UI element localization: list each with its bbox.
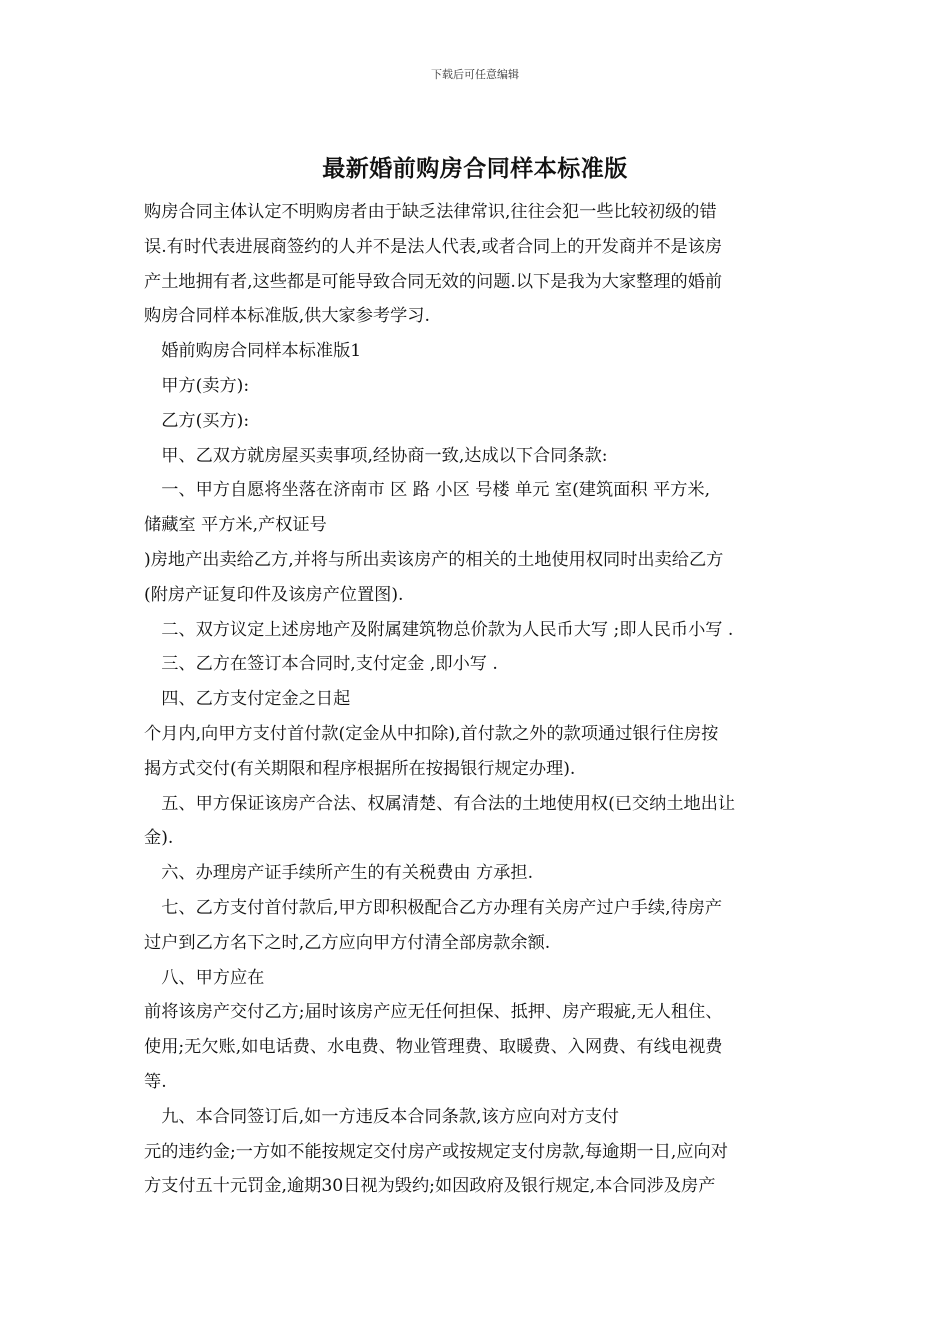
text-line: 甲、乙双方就房屋买卖事项,经协商一致,达成以下合同条款: <box>144 445 608 466</box>
text-line: )房地产出卖给乙方,并将与所出卖该房产的相关的土地使用权同时出卖给乙方 <box>144 549 724 570</box>
text-line: 等. <box>144 1071 167 1092</box>
text-line: 购房合同主体认定不明购房者由于缺乏法律常识,往往会犯一些比较初级的错 <box>144 202 717 222</box>
text-line: 六、办理房产证手续所产生的有关税费由 方承担. <box>144 863 534 884</box>
clause-1-continued <box>144 543 812 613</box>
text-line: 方支付五十元罚金,逾期30日视为毁约;如因政府及银行规定,本合同涉及房产 <box>144 1176 716 1197</box>
clause-9 <box>144 1100 812 1135</box>
text-line: 产土地拥有者,这些都是可能导致合同无效的问题.以下是我为大家整理的婚前 <box>144 271 723 292</box>
text-line: (附房产证复印件及该房产位置图). <box>144 584 404 605</box>
text-line: 八、甲方应在 <box>144 967 265 988</box>
text-line: 元的违约金;一方如不能按规定交付房产或按规定支付房款,每逾期一日,应向对 <box>144 1141 728 1162</box>
clause-4-continued <box>144 717 812 787</box>
clause-7 <box>144 891 812 961</box>
document-title: 最新婚前购房合同样本标准版 <box>322 155 628 182</box>
text-line: 婚前购房合同样本标准版1 <box>144 341 362 362</box>
clause-2 <box>144 613 812 648</box>
clause-8 <box>144 961 812 996</box>
text-line: 储藏室 平方米,产权证号 <box>144 515 327 536</box>
text-line: 揭方式交付(有关期限和程序根据所在按揭银行规定办理). <box>144 758 576 779</box>
text-line: 金). <box>144 828 174 849</box>
header-note: 下载后可任意编辑 <box>431 68 519 81</box>
clause-8-continued <box>144 995 812 1099</box>
text-line: 个月内,向甲方支付首付款(定金从中扣除),首付款之外的款项通过银行住房按 <box>144 723 719 744</box>
text-line: 过户到乙方名下之时,乙方应向甲方付清全部房款余额. <box>144 932 551 953</box>
text-line: 使用;无欠账,如电话费、水电费、物业管理费、取暖费、入网费、有线电视费 <box>144 1037 723 1058</box>
text-line: 乙方(买方): <box>144 410 250 431</box>
agreement-intro <box>144 439 812 474</box>
text-line: 五、甲方保证该房产合法、权属清楚、有合法的土地使用权(已交纳土地出让 <box>144 793 736 814</box>
text-line: 误.有时代表进展商签约的人并不是法人代表,或者合同上的开发商并不是该房 <box>144 236 723 257</box>
clause-4 <box>144 682 812 717</box>
party-b-line <box>144 404 812 439</box>
document-body <box>144 195 812 1204</box>
text-line: 购房合同样本标准版,供大家参考学习. <box>144 306 430 327</box>
clause-6 <box>144 856 812 891</box>
text-line: 三、乙方在签订本合同时,支付定金 ,即小写 . <box>144 654 498 675</box>
clause-5 <box>144 787 812 857</box>
intro-paragraph <box>144 195 812 334</box>
party-a-line <box>144 369 812 404</box>
section-heading <box>144 334 812 369</box>
text-line: 甲方(卖方): <box>144 375 250 396</box>
clause-1 <box>144 473 812 543</box>
text-line: 九、本合同签订后,如一方违反本合同条款,该方应向对方支付 <box>144 1106 619 1127</box>
text-line: 前将该房产交付乙方;届时该房产应无任何担保、抵押、房产瑕疵,无人租住、 <box>144 1002 723 1023</box>
text-line: 二、双方议定上述房地产及附属建筑物总价款为人民币大写 ;即人民币小写 . <box>144 619 734 640</box>
clause-9-continued <box>144 1135 812 1205</box>
text-line: 一、甲方自愿将坐落在济南市 区 路 小区 号楼 单元 室(建筑面积 平方米, <box>144 480 711 501</box>
clause-3 <box>144 647 812 682</box>
text-line: 四、乙方支付定金之日起 <box>144 689 351 710</box>
text-line: 七、乙方支付首付款后,甲方即积极配合乙方办理有关房产过户手续,待房产 <box>144 897 723 918</box>
